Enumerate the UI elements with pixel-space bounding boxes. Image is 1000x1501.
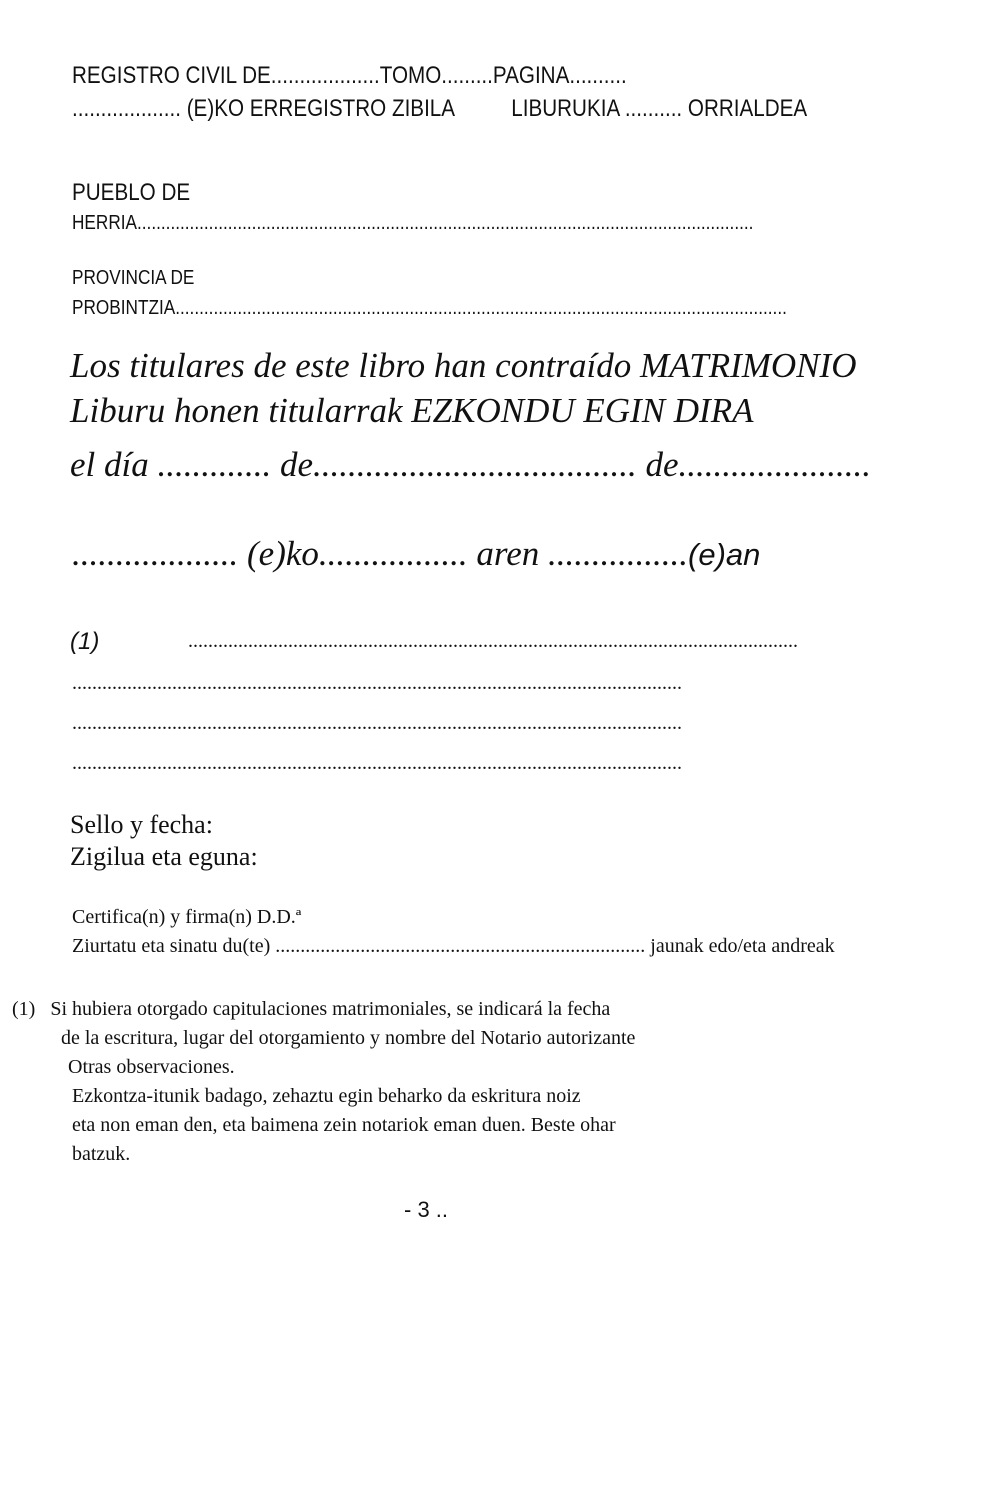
registry-header-line: REGISTRO CIVIL DE...................TOMO.........PAGINA..........: [72, 62, 627, 89]
marriage-place-suffix: (e)an: [688, 537, 761, 572]
marriage-place-text: ................... (e)ko................. aren ................: [72, 534, 688, 573]
note-dotted-line: ..........................................................................................................................: [188, 630, 798, 652]
herria-line: HERRIA.................................................................................................................................: [72, 212, 754, 234]
footnote-line: eta non eman den, eta baimena zein notariok eman duen. Beste ohar: [72, 1114, 616, 1136]
registry-header-basque-line: ................... (E)KO ERREGISTRO ZIBILA LIBURUKIA .......... ORRIALDEA: [72, 95, 808, 122]
seal-label-basque: Zigilua eta eguna:: [70, 842, 258, 871]
marriage-date-line: el día ............. de..................................... de......................: [70, 445, 872, 484]
note-dotted-line: ..........................................................................................................................: [72, 672, 682, 694]
marriage-title-spanish: Los titulares de este libro han contraído MATRIMONIO: [70, 346, 857, 385]
footnote-line: batzuk.: [72, 1143, 131, 1165]
footnote-line: Ezkontza-itunik badago, zehaztu egin beharko da eskritura noiz: [72, 1085, 581, 1107]
certification-line-basque: Ziurtatu eta sinatu du(te) .......................................................................... jaunak edo/eta andreak: [72, 935, 835, 957]
pueblo-label: PUEBLO DE: [72, 179, 191, 206]
note-dotted-line: ..........................................................................................................................: [72, 752, 682, 774]
provincia-label: PROVINCIA DE: [72, 267, 195, 289]
note-dotted-line: ..........................................................................................................................: [72, 712, 682, 734]
page-number: - 3 ..: [404, 1197, 449, 1222]
certification-line-spanish: Certifica(n) y firma(n) D.D.ª: [72, 906, 302, 928]
probintzia-line: PROBINTZIA................................................................................................................................: [72, 297, 787, 319]
footnote-line: (1) Si hubiera otorgado capitulaciones matrimoniales, se indicará la fecha: [12, 998, 611, 1020]
note-marker: (1): [70, 628, 100, 655]
marriage-title-basque: Liburu honen titularrak EZKONDU EGIN DIRA: [70, 391, 754, 430]
footnote-line: de la escritura, lugar del otorgamiento y nombre del Notario autorizante: [61, 1027, 636, 1049]
seal-label-spanish: Sello y fecha:: [70, 810, 213, 839]
footnote-line: Otras observaciones.: [68, 1056, 235, 1078]
marriage-place-line: [72, 534, 760, 574]
